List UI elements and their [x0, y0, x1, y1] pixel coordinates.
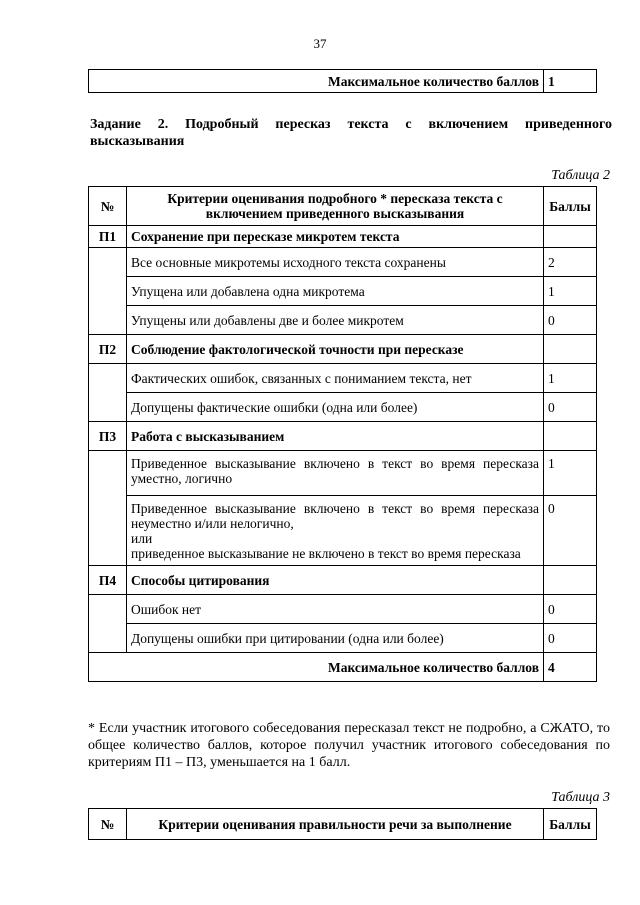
group-title: Работа с высказыванием — [127, 422, 544, 451]
criterion-points: 1 — [544, 451, 597, 496]
header-points: Баллы — [544, 187, 597, 226]
total-label: Максимальное количество баллов — [89, 653, 544, 682]
group-points-empty — [544, 566, 597, 595]
table-row — [89, 248, 597, 277]
group-points-empty — [544, 335, 597, 364]
group-code-empty — [89, 364, 127, 422]
page-number: 37 — [313, 36, 327, 51]
footnote: * Если участник итогового собеседования пересказал текст не подробно, а СЖАТО, то общее количество баллов, которое получил участник итогового собеседования по критериям П1 – П3, уменьшается на 1 балл. — [88, 721, 610, 770]
criterion-text: Допущены фактические ошибки (одна или более) — [127, 393, 544, 422]
group-points-empty — [544, 422, 597, 451]
criterion-text: Упущена или добавлена одна микротема — [127, 277, 544, 306]
table-row — [89, 595, 597, 624]
group-row-p3 — [89, 422, 597, 451]
total-value: 4 — [544, 653, 597, 682]
group-code: П2 — [89, 335, 127, 364]
criterion-text: Все основные микротемы исходного текста сохранены — [127, 248, 544, 277]
criterion-points: 0 — [544, 496, 597, 566]
criterion-points: 0 — [544, 595, 597, 624]
group-row-p4 — [89, 566, 597, 595]
group-row-p2 — [89, 335, 597, 364]
table3-header-num: № — [89, 809, 127, 840]
group-points-empty — [544, 226, 597, 248]
criterion-text: Приведенное высказывание включено в текст во время пересказа уместно, логично — [127, 451, 544, 496]
table-row — [89, 496, 597, 566]
group-title: Сохранение при пересказе микротем текста — [127, 226, 544, 248]
group-code-empty — [89, 595, 127, 653]
group-code-empty — [89, 248, 127, 335]
table-row — [89, 306, 597, 335]
table3-header-points: Баллы — [544, 809, 597, 840]
header-criteria: Критерии оценивания подробного * пересказа текста с включением приведенного высказывания — [127, 187, 544, 226]
header-num: № — [89, 187, 127, 226]
criterion-line: или — [131, 531, 153, 546]
criterion-text: Ошибок нет — [127, 595, 544, 624]
table-row — [89, 393, 597, 422]
group-code: П1 — [89, 226, 127, 248]
table3-header-row — [89, 809, 597, 840]
max-score-value: 1 — [544, 70, 597, 93]
criterion-line: приведенное высказывание не включено в текст во время пересказа — [131, 546, 521, 561]
task-title: Задание 2. Подробный пересказ текста с включением приведенного высказывания — [90, 117, 612, 149]
criterion-text: Упущены или добавлены две и более микротем — [127, 306, 544, 335]
group-code: П3 — [89, 422, 127, 451]
table3-header-criteria: Критерии оценивания правильности речи за выполнение — [127, 809, 544, 840]
max-score-table — [88, 69, 597, 93]
criterion-text: Фактических ошибок, связанных с пониманием текста, нет — [127, 364, 544, 393]
criterion-points: 2 — [544, 248, 597, 277]
criterion-points: 1 — [544, 277, 597, 306]
table2-caption: Таблица 2 — [551, 168, 610, 183]
max-score-row — [89, 70, 597, 93]
total-row — [89, 653, 597, 682]
criterion-points: 1 — [544, 364, 597, 393]
group-code: П4 — [89, 566, 127, 595]
criteria-table — [88, 186, 597, 682]
criterion-points: 0 — [544, 393, 597, 422]
table-row — [89, 624, 597, 653]
criterion-text: Допущены ошибки при цитировании (одна или более) — [127, 624, 544, 653]
group-title: Способы цитирования — [127, 566, 544, 595]
group-title: Соблюдение фактологической точности при пересказе — [127, 335, 544, 364]
table-row — [89, 277, 597, 306]
table-row — [89, 451, 597, 496]
table-header-row — [89, 187, 597, 226]
table3-caption: Таблица 3 — [551, 790, 610, 805]
criterion-points: 0 — [544, 306, 597, 335]
criterion-points: 0 — [544, 624, 597, 653]
speech-criteria-table — [88, 808, 597, 840]
group-code-empty — [89, 451, 127, 566]
table-row — [89, 364, 597, 393]
criterion-line: Приведенное высказывание включено в текст во время пересказа неуместно и/или нелогично, — [131, 501, 539, 531]
max-score-label: Максимальное количество баллов — [89, 70, 544, 93]
group-row-p1 — [89, 226, 597, 248]
criterion-text — [127, 496, 544, 566]
